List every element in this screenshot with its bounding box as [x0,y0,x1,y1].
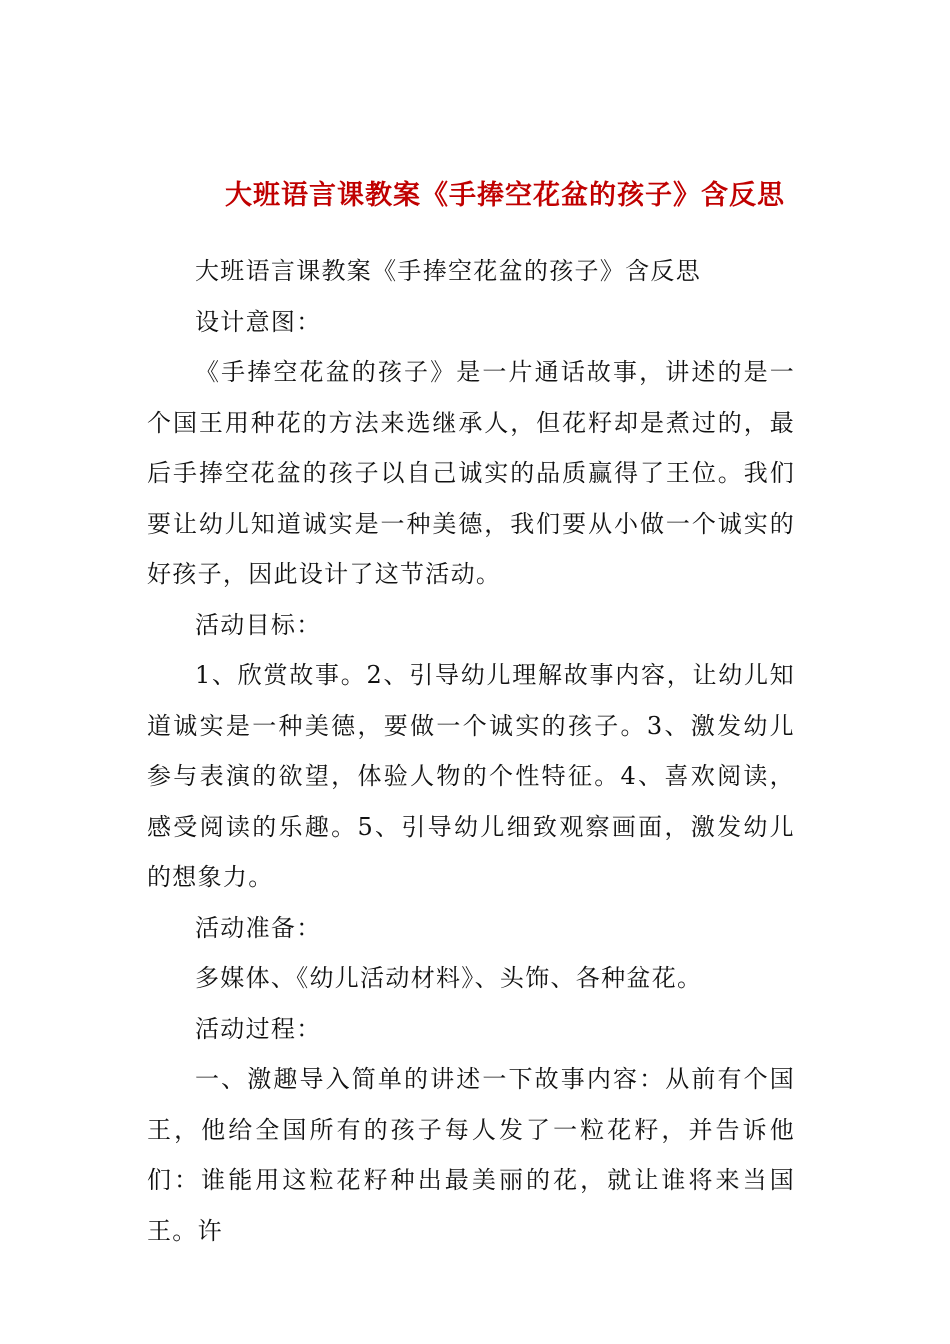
paragraph-preparation: 多媒体、《幼儿活动材料》、头饰、各种盆花。 [195,964,703,992]
paragraph-preparation-heading: 活动准备： [195,913,322,942]
paragraph-process-step-1: 一、激趣导入简单的讲述一下故事内容：从前有个国王，他给全国所有的孩子每人发了一粒花籽，并告诉他们：谁能用这粒花籽种出最美丽的花，就让谁将来当国王。许 [147,1065,795,1245]
document-body [147,246,795,1256]
document-title: 大班语言课教案《手捧空花盆的孩子》含反思 [225,180,785,211]
paragraph-subtitle: 大班语言课教案《手捧空花盆的孩子》含反思 [195,257,701,285]
paragraph-process-heading: 活动过程： [195,1014,322,1043]
paragraph-design-heading: 设计意图： [195,307,322,336]
paragraph-goals: 1、欣赏故事。2、引导幼儿理解故事内容，让幼儿知道诚实是一种美德，要做一个诚实的孩子。3、激发幼儿参与表演的欲望，体验人物的个性特征。4、喜欢阅读，感受阅读的乐趣。5、引导幼儿细致观察画面，激发幼儿的想象力。 [147,661,795,891]
paragraph-design-intent: 《手捧空花盆的孩子》是一片通话故事，讲述的是一个国王用种花的方法来选继承人，但花籽却是煮过的，最后手捧空花盆的孩子以自己诚实的品质赢得了王位。我们要让幼儿知道诚实是一种美德，我们要从小做一个诚实的好孩子，因此设计了这节活动。 [147,358,795,588]
paragraph-goals-heading: 活动目标： [195,610,322,639]
